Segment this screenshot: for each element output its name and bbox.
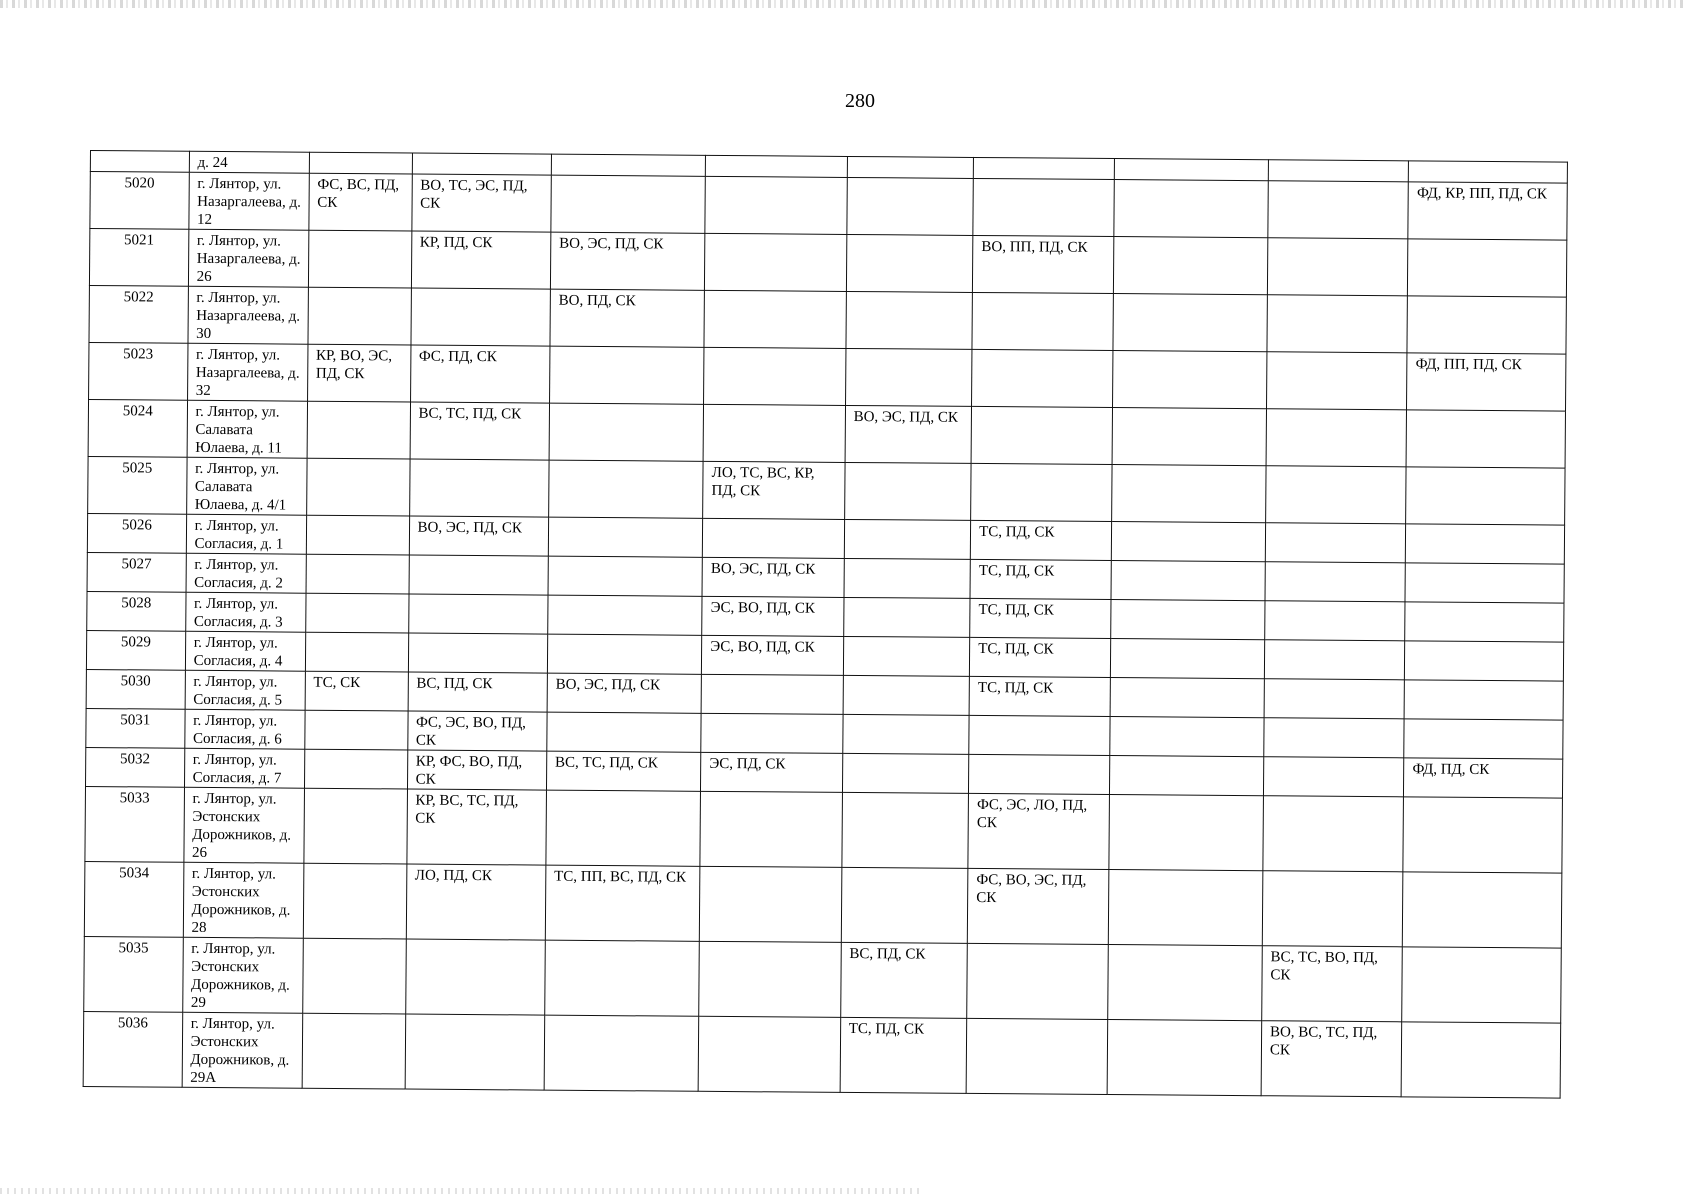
table-cell xyxy=(971,463,1112,521)
table-cell: ЭС, ВО, ПД, СК xyxy=(702,596,844,636)
table-cell xyxy=(1406,467,1565,525)
row-number: 5025 xyxy=(88,456,187,514)
table-cell xyxy=(1401,1022,1560,1098)
table-cell: ТС, ПД, СК xyxy=(970,637,1111,677)
table-cell xyxy=(1113,237,1268,295)
table-cell xyxy=(304,710,407,750)
row-address: г. Лянтор, ул. Назаргалеева, д. 32 xyxy=(187,343,307,401)
table-cell xyxy=(842,792,969,868)
table-cell xyxy=(1266,409,1407,467)
table-cell xyxy=(973,178,1114,236)
table-cell xyxy=(1265,466,1406,524)
table-cell: ВО, ЭС, ПД, СК xyxy=(409,516,549,556)
row-number: 5022 xyxy=(89,285,188,343)
table-cell xyxy=(841,867,968,943)
table-cell xyxy=(703,518,845,558)
table-cell xyxy=(549,346,704,404)
table-cell xyxy=(703,404,845,462)
row-address: г. Лянтор, ул. Согласия, д. 4 xyxy=(185,631,305,671)
table-cell xyxy=(1407,296,1566,354)
table-cell: КР, ПД, СК xyxy=(411,231,551,289)
row-address: г. Лянтор, ул. Эстонских Дорожников, д. 29А xyxy=(182,1012,303,1088)
row-address: г. Лянтор, ул. Согласия, д. 2 xyxy=(186,553,306,593)
table-cell xyxy=(1262,871,1403,947)
table-cell xyxy=(1406,410,1565,468)
table-cell xyxy=(306,515,409,555)
row-number: 5028 xyxy=(87,591,186,631)
table-cell: ФС, ПД, СК xyxy=(410,345,550,403)
table-cell xyxy=(1111,522,1266,562)
table-cell xyxy=(548,460,703,518)
table-cell xyxy=(308,230,411,288)
table-cell: ФС, ВС, ПД, СК xyxy=(309,173,412,231)
table-cell xyxy=(704,347,846,405)
row-address: г. Лянтор, ул. Эстонских Дорожников, д. 29 xyxy=(182,937,303,1013)
row-number: 5020 xyxy=(90,172,189,230)
table-cell: ФД, ПП, ПД, СК xyxy=(1407,353,1566,411)
table-cell xyxy=(551,154,706,176)
table-cell xyxy=(1403,797,1562,873)
table-cell xyxy=(971,406,1112,464)
table-cell xyxy=(405,1014,545,1090)
table-cell: ФС, ЭС, ВО, ПД, СК xyxy=(407,711,547,751)
table-cell xyxy=(1268,181,1409,239)
table-cell: ТС, ПД, СК xyxy=(970,598,1111,638)
row-number: 5026 xyxy=(87,513,186,553)
table-cell: КР, ВС, ТС, ПД, СК xyxy=(406,789,546,865)
table-cell xyxy=(1405,602,1564,642)
row-address: г. Лянтор, ул. Назаргалеева, д. 12 xyxy=(188,172,308,230)
table-cell: ВС, ТС, ПД, СК xyxy=(410,402,550,460)
table-cell xyxy=(844,558,971,598)
table-cell xyxy=(966,1018,1107,1094)
table-cell xyxy=(306,554,409,594)
table-cell: ЭС, ПД, СК xyxy=(701,752,843,792)
row-number: 5035 xyxy=(84,936,183,1012)
table-cell xyxy=(1406,524,1565,564)
table-cell xyxy=(411,288,551,346)
table-cell xyxy=(303,863,406,939)
table-cell xyxy=(1264,679,1405,719)
table-cell xyxy=(1108,795,1263,871)
table-cell xyxy=(549,403,704,461)
table-cell xyxy=(1405,563,1564,603)
table-cell xyxy=(548,517,703,557)
table-cell: ЛО, ТС, ВС, КР, ПД, СК xyxy=(703,461,845,519)
table-cell xyxy=(844,462,971,520)
table-cell xyxy=(698,1016,840,1092)
table-cell xyxy=(547,634,702,674)
table-cell xyxy=(1109,756,1264,796)
table-cell: ТС, ПД, СК xyxy=(970,520,1111,560)
table-cell xyxy=(548,595,703,635)
table-cell xyxy=(547,712,702,752)
row-address: г. Лянтор, ул. Согласия, д. 7 xyxy=(184,748,304,788)
row-address: г. Лянтор, ул. Назаргалеева, д. 30 xyxy=(188,286,308,344)
table-cell xyxy=(1111,561,1266,601)
table-cell xyxy=(412,153,551,175)
table-cell xyxy=(409,555,549,595)
table-cell xyxy=(1112,351,1267,409)
table-cell: ВС, ПД, СК xyxy=(408,672,548,712)
table-cell xyxy=(1267,295,1408,353)
table-cell xyxy=(969,715,1110,755)
table-cell xyxy=(1107,945,1262,1021)
table-cell: ВС, ТС, ПД, СК xyxy=(546,751,701,791)
table-body xyxy=(83,151,1567,1099)
table-cell xyxy=(1405,641,1564,681)
table-cell xyxy=(545,940,700,1016)
table-cell xyxy=(405,939,545,1015)
table-cell xyxy=(1108,870,1263,946)
table-cell xyxy=(1408,239,1567,297)
row-address: г. Лянтор, ул. Согласия, д. 3 xyxy=(185,592,305,632)
row-address: г. Лянтор, ул. Эстонских Дорожников, д. 26 xyxy=(184,787,305,863)
table-cell xyxy=(302,1013,405,1089)
table-cell xyxy=(548,556,703,596)
table-cell xyxy=(1409,161,1568,183)
table-cell: ФС, ВО, ЭС, ПД, СК xyxy=(967,868,1108,944)
table-cell: ВС, ПД, СК xyxy=(840,942,967,1018)
table-cell xyxy=(705,176,847,234)
table-cell: ТС, ПП, ВС, ПД, СК xyxy=(545,865,700,941)
table-cell xyxy=(972,292,1113,350)
table-cell: ВО, ПД, СК xyxy=(550,289,705,347)
table-cell: ВО, ЭС, ПД, СК xyxy=(702,557,844,597)
table-cell xyxy=(308,287,411,345)
row-number: 5027 xyxy=(87,552,186,592)
table-row xyxy=(83,1011,1561,1098)
table-cell xyxy=(1110,600,1265,640)
continuation-address: д. 24 xyxy=(189,151,309,173)
table-cell xyxy=(705,233,847,291)
table-cell xyxy=(1113,180,1268,238)
table-cell xyxy=(701,674,843,714)
table-cell xyxy=(302,938,405,1014)
table-cell xyxy=(305,632,408,672)
row-address: г. Лянтор, ул. Назаргалеева, д. 26 xyxy=(188,229,308,287)
table-cell xyxy=(304,749,407,789)
table-cell xyxy=(307,401,410,459)
table-cell xyxy=(843,597,970,637)
table-row xyxy=(84,861,1562,948)
table-cell xyxy=(1265,601,1406,641)
table-cell xyxy=(1263,796,1404,872)
table-cell xyxy=(1266,352,1407,410)
table-cell xyxy=(1264,640,1405,680)
row-address: г. Лянтор, ул. Согласия, д. 1 xyxy=(186,514,306,554)
data-table xyxy=(83,150,1568,1099)
table-cell xyxy=(700,791,842,867)
table-cell xyxy=(844,519,971,559)
table-cell xyxy=(973,157,1114,179)
table-cell xyxy=(1110,678,1265,718)
table-cell: ВС, ТС, ВО, ПД, СК xyxy=(1262,946,1403,1022)
row-number: 5029 xyxy=(86,630,185,670)
table-cell xyxy=(843,636,970,676)
table-cell xyxy=(842,753,969,793)
table-cell xyxy=(847,156,974,178)
table-cell: ВО, ЭС, ПД, СК xyxy=(550,232,705,290)
table-cell xyxy=(706,155,848,177)
table-cell xyxy=(304,788,407,864)
page-number: 280 xyxy=(845,90,875,112)
table-cell xyxy=(972,349,1113,407)
table-cell xyxy=(1265,562,1406,602)
table-cell xyxy=(846,234,973,292)
table-cell xyxy=(1112,408,1267,466)
table-cell xyxy=(1404,680,1563,720)
scan-noise-top xyxy=(0,0,1686,8)
table-cell xyxy=(408,594,548,634)
table-cell: КР, ФС, ВО, ПД, СК xyxy=(407,750,547,790)
table-cell: ФД, КР, ПП, ПД, СК xyxy=(1408,182,1567,240)
table-cell xyxy=(90,151,189,173)
table-cell xyxy=(546,790,701,866)
table-cell: ВО, ТС, ЭС, ПД, СК xyxy=(411,174,551,232)
table-cell xyxy=(1402,947,1561,1023)
row-number: 5034 xyxy=(84,861,183,937)
table-cell: ТС, СК xyxy=(305,671,408,711)
table-cell: ФС, ЭС, ЛО, ПД, СК xyxy=(968,793,1109,869)
table-cell xyxy=(1264,718,1405,758)
table-cell xyxy=(551,175,706,233)
row-number: 5032 xyxy=(86,747,185,787)
table-cell xyxy=(842,714,969,754)
table-cell xyxy=(1110,639,1265,679)
table-cell: ТС, ПД, СК xyxy=(840,1017,967,1093)
table-row xyxy=(84,936,1562,1023)
row-number: 5033 xyxy=(85,786,184,862)
table-cell xyxy=(699,941,841,1017)
table-cell: ВО, ЭС, ПД, СК xyxy=(547,673,702,713)
table-cell xyxy=(305,593,408,633)
table-cell: ФД, ПД, СК xyxy=(1404,758,1563,798)
row-address: г. Лянтор, ул. Салавата Юлаева, д. 4/1 xyxy=(186,457,306,515)
table-cell: ЛО, ПД, СК xyxy=(406,864,546,940)
data-table-wrapper xyxy=(83,150,1568,1099)
table-cell xyxy=(1111,465,1266,523)
table-cell: КР, ВО, ЭС, ПД, СК xyxy=(307,344,410,402)
row-number: 5023 xyxy=(89,342,188,400)
table-cell xyxy=(1109,717,1264,757)
table-cell xyxy=(408,633,548,673)
table-cell xyxy=(544,1015,699,1091)
table-cell xyxy=(1114,159,1269,181)
table-cell: ВО, ЭС, ПД, СК xyxy=(845,405,972,463)
table-cell xyxy=(409,459,549,517)
table-cell xyxy=(969,754,1110,794)
table-cell xyxy=(1265,523,1406,563)
table-cell xyxy=(1107,1020,1262,1096)
table-cell xyxy=(1267,238,1408,296)
table-cell xyxy=(1268,160,1409,182)
table-cell xyxy=(1403,872,1562,948)
row-number: 5036 xyxy=(83,1011,182,1087)
table-cell: ТС, ПД, СК xyxy=(969,676,1110,716)
table-cell xyxy=(845,348,972,406)
scan-noise-bottom xyxy=(0,1188,920,1194)
table-cell xyxy=(309,152,412,174)
table-cell: ВО, ВС, ТС, ПД, СК xyxy=(1261,1021,1402,1097)
table-cell xyxy=(843,675,970,715)
table-cell xyxy=(1263,757,1404,797)
table-cell: ВО, ПП, ПД, СК xyxy=(973,235,1114,293)
table-cell xyxy=(701,713,843,753)
table-row xyxy=(85,786,1563,873)
table-cell xyxy=(306,458,409,516)
table-cell xyxy=(967,943,1108,1019)
table-cell xyxy=(1404,719,1563,759)
row-address: г. Лянтор, ул. Согласия, д. 6 xyxy=(184,709,304,749)
table-cell xyxy=(704,290,846,348)
row-address: г. Лянтор, ул. Эстонских Дорожников, д. 28 xyxy=(183,862,304,938)
table-cell xyxy=(846,291,973,349)
table-cell xyxy=(1113,294,1268,352)
row-address: г. Лянтор, ул. Салавата Юлаева, д. 11 xyxy=(187,400,307,458)
row-number: 5024 xyxy=(88,399,187,457)
row-address: г. Лянтор, ул. Согласия, д. 5 xyxy=(185,670,305,710)
row-number: 5031 xyxy=(86,708,185,748)
row-number: 5030 xyxy=(86,669,185,709)
table-cell xyxy=(847,177,974,235)
row-number: 5021 xyxy=(89,229,188,287)
table-cell: ЭС, ВО, ПД, СК xyxy=(702,635,844,675)
table-cell xyxy=(700,866,842,942)
table-cell: ТС, ПД, СК xyxy=(970,559,1111,599)
